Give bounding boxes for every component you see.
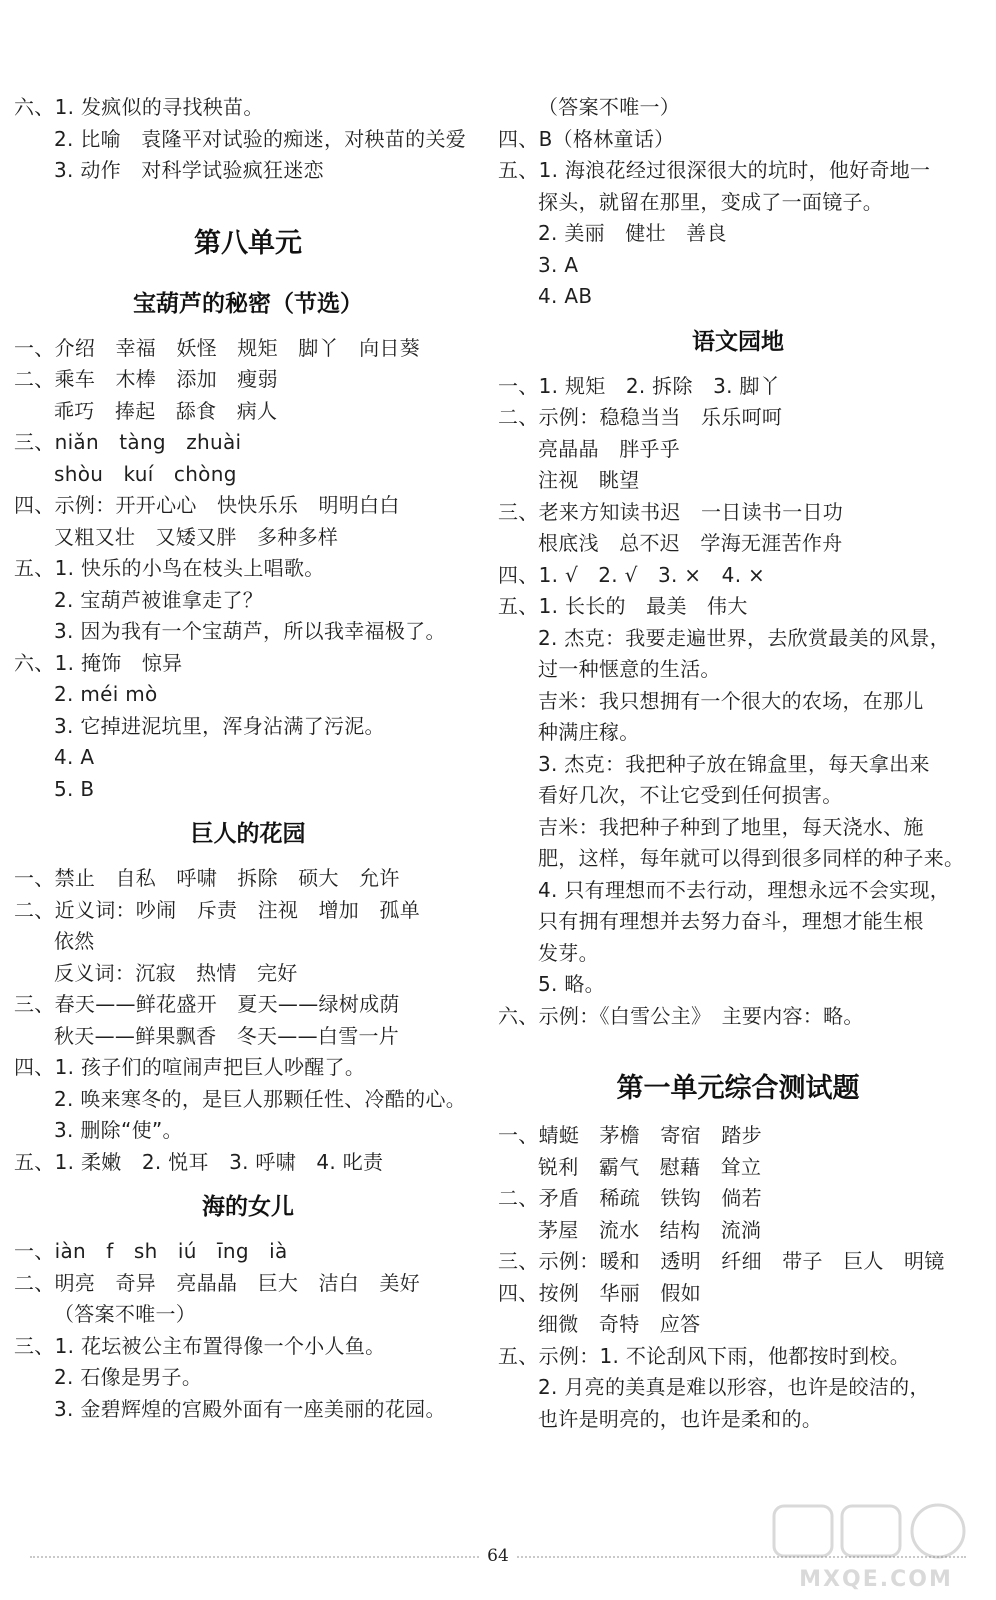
answer-line: 一、iàn f sh iú īng ià <box>14 1239 288 1263</box>
svg-text:MXQE.COM: MXQE.COM <box>799 1567 953 1592</box>
answer-line: （答案不唯一） <box>538 95 681 119</box>
answer-line: 吉米：我把种子种到了地里，每天浇水、施 <box>538 814 924 839</box>
lesson-heading: 语文园地 <box>692 328 784 355</box>
answer-line: 细微 奇特 应答 <box>538 1312 701 1336</box>
answer-line: 二、示例：稳稳当当 乐乐呵呵 <box>498 405 783 429</box>
answer-line: 五、1. 海浪花经过很深很大的坑时，他好奇地一 <box>498 158 931 182</box>
answer-line: 又粗又壮 又矮又胖 多种多样 <box>54 524 339 549</box>
answer-line: 5. B <box>54 776 95 801</box>
answer-line: 一、禁止 自私 呼啸 拆除 硕大 允许 <box>14 866 400 890</box>
answer-line: 三、1. 花坛被公主布置得像一个小人鱼。 <box>14 1333 386 1358</box>
answer-line: shòu kuí chòng <box>54 461 237 486</box>
lesson-heading: 海的女儿 <box>202 1194 294 1220</box>
answer-line: 也许是明亮的，也许是柔和的。 <box>538 1406 823 1431</box>
answer-line: 二、矛盾 稀疏 铁钩 倘若 <box>498 1186 762 1210</box>
answer-line: 3. 杰克：我把种子放在锦盒里，每天拿出来 <box>538 751 930 776</box>
answer-line: 二、明亮 奇异 亮晶晶 巨大 洁白 美好 <box>14 1270 420 1295</box>
page-number-text: 64 <box>479 1546 517 1566</box>
answer-line: 根底浅 总不迟 学海无涯苦作舟 <box>538 531 843 555</box>
answer-line: 肥，这样，每年就可以得到很多同样的种子来。 <box>538 846 965 870</box>
right-answer-column <box>498 92 978 1435</box>
answer-line: 2. 石像是男子。 <box>54 1365 203 1389</box>
answer-line: 六、1. 发疯似的寻找秧苗。 <box>14 95 264 119</box>
answer-line: 看好几次，不让它受到任何损害。 <box>538 783 843 807</box>
answer-line: 二、乘车 木棒 添加 瘦弱 <box>14 367 278 391</box>
answer-line: 种满庄稼。 <box>538 720 640 744</box>
left-answer-column <box>14 92 482 1425</box>
answer-line: （答案不唯一） <box>54 1302 197 1326</box>
answer-line: 2. 比喻 袁隆平对试验的痴迷，对秧苗的关爱 <box>54 126 467 151</box>
answer-line: 六、1. 掩饰 惊异 <box>14 650 183 675</box>
answer-line: 发芽。 <box>538 940 599 965</box>
answer-line: 一、介绍 幸福 妖怪 规矩 脚丫 向日葵 <box>14 335 420 360</box>
answer-line: 五、1. 柔嫩 2. 悦耳 3. 呼啸 4. 叱责 <box>14 1149 384 1174</box>
answer-line: 2. 唤来寒冬的，是巨人那颗任性、冷酷的心。 <box>54 1086 467 1111</box>
answer-line: 四、示例：开开心心 快快乐乐 明明白白 <box>14 493 400 517</box>
answer-line: 四、按例 华丽 假如 <box>498 1280 701 1305</box>
lesson-heading: 巨人的花园 <box>190 821 306 847</box>
answer-line: 过一种惬意的生活。 <box>538 657 721 681</box>
answer-line: 五、示例：1. 不论刮风下雨，他都按时到校。 <box>498 1343 911 1368</box>
answer-line: 2. 宝葫芦被谁拿走了？ <box>54 587 264 612</box>
answer-line: 3. 删除“使”。 <box>54 1118 183 1142</box>
answer-line: 3. 因为我有一个宝葫芦，所以我幸福极了。 <box>54 619 446 643</box>
answer-line: 3. 它掉进泥坑里，浑身沾满了污泥。 <box>54 713 385 738</box>
answer-line: 3. 金碧辉煌的宫殿外面有一座美丽的花园。 <box>54 1396 446 1421</box>
answer-line: 六、示例：《白雪公主》 主要内容：略。 <box>498 1003 864 1028</box>
unit-heading: 第八单元 <box>194 227 302 259</box>
answer-line: 探头，就留在那里，变成了一面镜子。 <box>538 189 884 214</box>
answer-line: 亮晶晶 胖乎乎 <box>538 436 681 461</box>
unit-heading: 第一单元综合测试题 <box>616 1073 860 1104</box>
answer-line: 2. 月亮的美真是难以形容，也许是皎洁的， <box>538 1375 930 1399</box>
answer-line: 四、1. √ 2. √ 3. × 4. × <box>498 562 766 587</box>
answer-line: 三、示例：暖和 透明 纤细 带子 巨人 明镜 <box>498 1249 945 1273</box>
answer-line: 3. 动作 对科学试验疯狂迷恋 <box>54 158 324 182</box>
answer-line: 4. 只有理想而不去行动，理想永远不会实现， <box>538 877 951 902</box>
answer-line: 2. 美丽 健壮 善良 <box>538 221 727 245</box>
answer-line: 三、春天——鲜花盛开 夏天——绿树成荫 <box>14 992 400 1016</box>
answer-line: 乖巧 捧起 舔食 病人 <box>54 398 278 423</box>
answer-line: 四、B（格林童话） <box>498 126 675 151</box>
answer-line: 3. A <box>538 252 579 277</box>
answer-line: 一、蜻蜓 茅檐 寄宿 踏步 <box>498 1123 762 1147</box>
answer-line: 五、1. 长长的 最美 伟大 <box>498 594 748 618</box>
answer-line: 锐利 霸气 慰藉 耸立 <box>538 1154 762 1179</box>
answer-line: 依然 <box>54 929 95 953</box>
answer-line: 2. méi mò <box>54 682 158 706</box>
answer-line: 只有拥有理想并去努力奋斗，理想才能生根 <box>538 909 924 933</box>
answer-line: 5. 略。 <box>538 972 605 996</box>
answer-line: 一、1. 规矩 2. 拆除 3. 脚丫 <box>498 373 781 398</box>
answer-line: 秋天——鲜果飘香 冬天——白雪一片 <box>54 1023 400 1048</box>
answer-line: 茅屋 流水 结构 流淌 <box>538 1217 762 1242</box>
answer-line: 2. 杰克：我要走遍世界，去欣赏最美的风景， <box>538 625 951 650</box>
lesson-heading: 宝葫芦的秘密（节选） <box>133 290 363 317</box>
answer-line: 注视 眺望 <box>538 468 640 492</box>
answer-line: 三、老来方知读书迟 一日读书一日功 <box>498 499 844 524</box>
answer-line: 五、1. 快乐的小鸟在枝头上唱歌。 <box>14 556 325 580</box>
answer-line: 反义词：沉寂 热情 完好 <box>54 960 298 985</box>
answer-line: 四、1. 孩子们的喧闹声把巨人吵醒了。 <box>14 1055 366 1079</box>
answer-line: 三、niǎn tàng zhuài <box>14 430 242 454</box>
answer-line: 4. A <box>54 745 95 769</box>
answer-line: 二、近义词：吵闹 斥责 注视 增加 孤单 <box>14 897 420 922</box>
answer-line: 吉米：我只想拥有一个很大的农场，在那儿 <box>538 688 924 713</box>
watermark-logo <box>766 1500 986 1595</box>
answer-line: 4. AB <box>538 284 593 308</box>
